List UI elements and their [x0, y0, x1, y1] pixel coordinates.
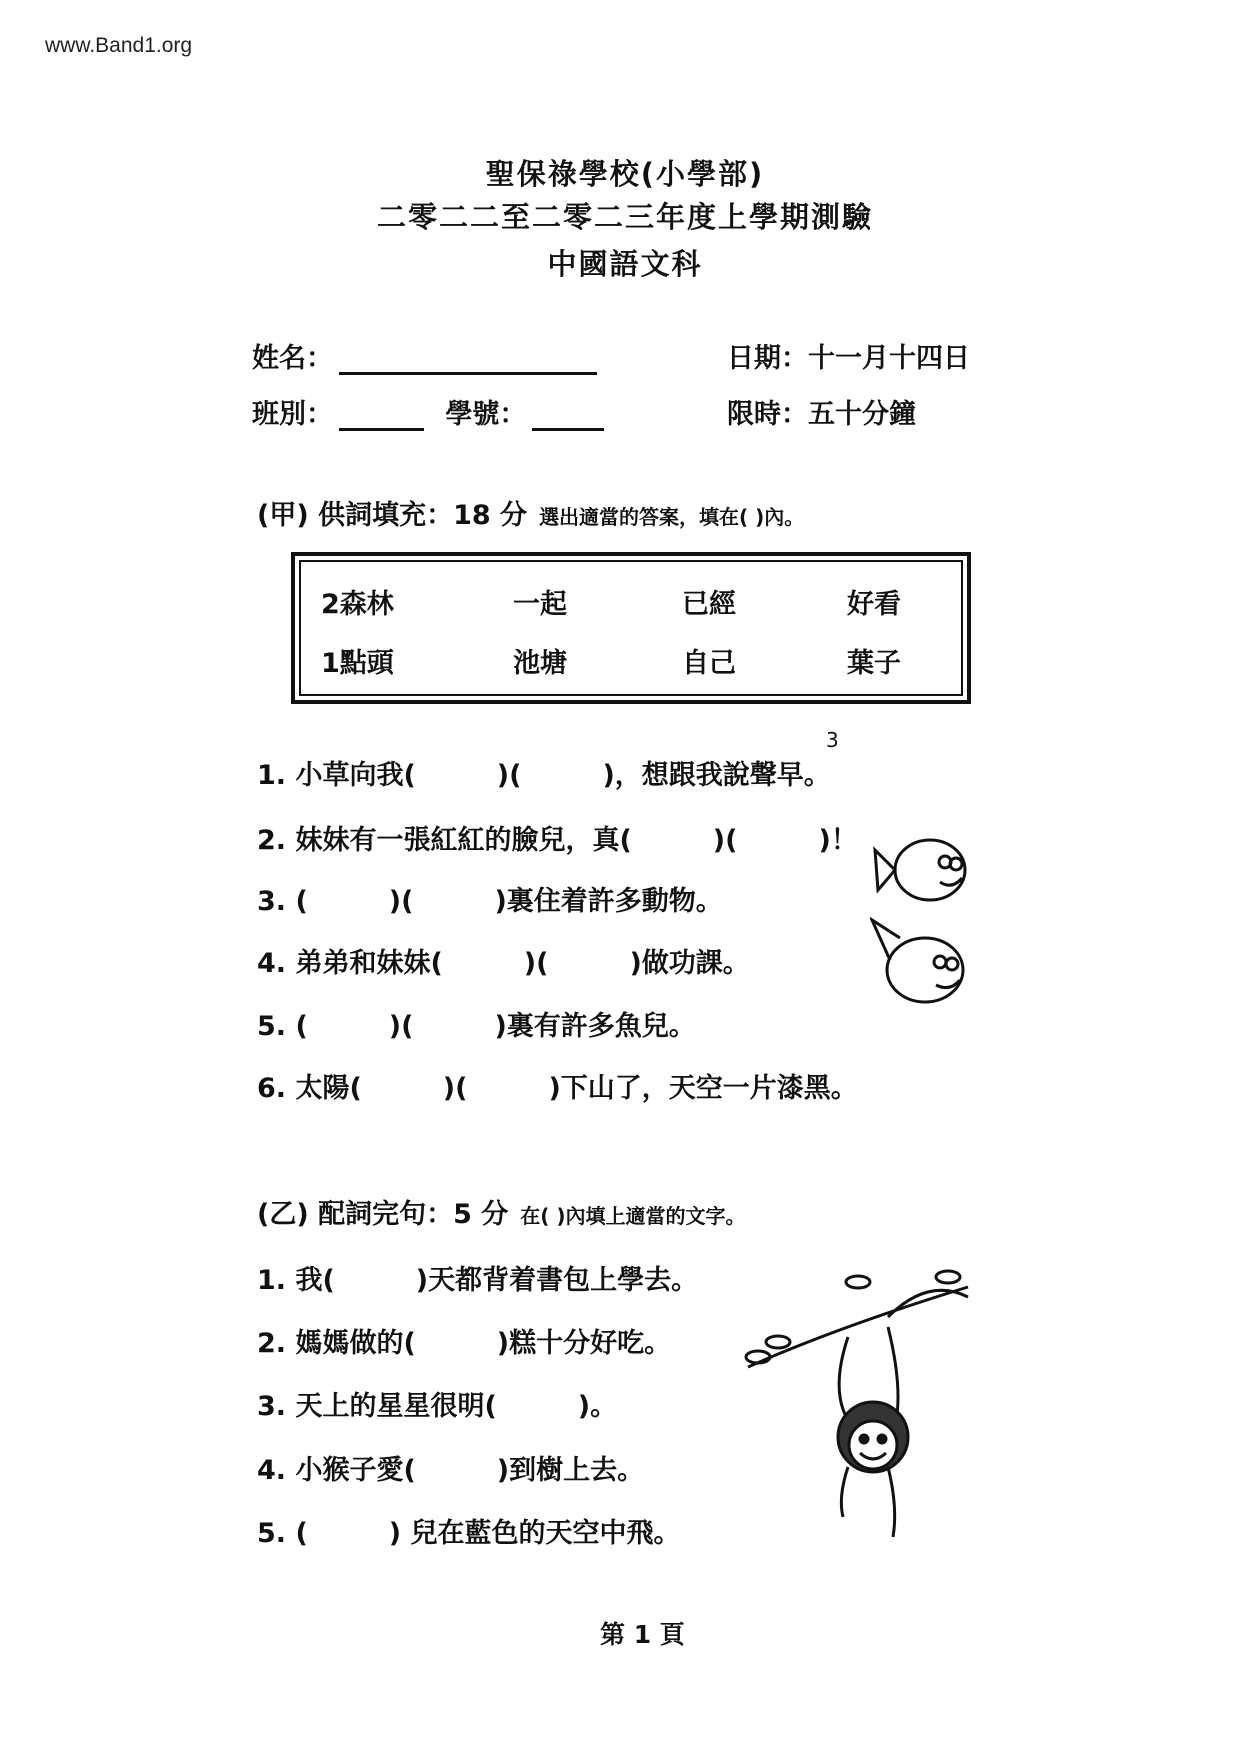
question-a1: 1. 小草向我( )( )，想跟我說聲早。 — [257, 760, 831, 791]
question-a5: 5. ( )( )裏有許多魚兒。 — [257, 1011, 696, 1042]
word-bank-item: 一起 — [513, 589, 567, 620]
question-a3: 3. ( )( )裏住着許多動物。 — [257, 886, 723, 917]
time-label: 限時：五十分鐘 — [727, 399, 916, 430]
question-a6: 6. 太陽( )( )下山了，天空一片漆黑。 — [257, 1073, 858, 1104]
question-b4: 4. 小猴子愛( )到樹上去。 — [257, 1455, 645, 1486]
exam-title: 二零二二至二零二三年度上學期測驗 — [376, 200, 873, 234]
word-bank-item: 好看 — [847, 589, 901, 620]
word-bank-item: 池塘 — [513, 648, 567, 679]
school-name: 聖保祿學校(小學部) — [485, 157, 765, 191]
question-b5: 5. ( ) 兒在藍色的天空中飛。 — [257, 1518, 681, 1549]
question-a2: 2. 妹妹有一張紅紅的臉兒，真( )( )！ — [257, 825, 858, 856]
monkey-illustration — [738, 1257, 973, 1542]
number-label: 學號： — [445, 399, 527, 430]
word-bank-box — [291, 552, 971, 704]
class-blank[interactable] — [339, 398, 424, 431]
word-bank-item: 葉子 — [847, 648, 901, 679]
word-bank-item: 自己 — [682, 648, 736, 679]
number-blank[interactable] — [532, 398, 604, 431]
question-b2: 2. 媽媽做的( )糕十分好吃。 — [257, 1328, 672, 1359]
page-number: 第 1 頁 — [600, 1620, 685, 1649]
date-label: 日期：十一月十四日 — [727, 343, 970, 374]
section-a-instruction: 選出適當的答案，填在( )內。 — [539, 505, 805, 529]
name-label: 姓名： — [252, 343, 333, 374]
question-b3: 3. 天上的星星很明( )。 — [257, 1391, 618, 1422]
name-blank[interactable] — [339, 342, 597, 375]
word-bank-item: 已經 — [682, 589, 736, 620]
word-bank-item: 1點頭 — [321, 648, 394, 679]
section-b-instruction: 在( )內填上適當的文字。 — [520, 1204, 746, 1228]
section-b-heading — [257, 1192, 746, 1231]
section-b-title: (乙) 配詞完句：5 分 — [257, 1199, 509, 1230]
question-a4: 4. 弟弟和妹妹( )( )做功課。 — [257, 948, 750, 979]
margin-note: 3 — [826, 728, 839, 752]
section-a-title: (甲) 供詞填充：18 分 — [257, 500, 528, 531]
question-b1: 1. 我( )天都背着書包上學去。 — [257, 1265, 699, 1296]
name-field — [252, 336, 597, 375]
watermark: www.Band1.org — [45, 34, 193, 57]
class-label: 班別： — [252, 399, 333, 430]
class-field — [252, 392, 604, 431]
subject-title: 中國語文科 — [547, 247, 703, 281]
word-bank-item: 2森林 — [321, 589, 394, 620]
section-a-heading — [257, 493, 804, 532]
fish-illustration — [870, 820, 975, 1020]
